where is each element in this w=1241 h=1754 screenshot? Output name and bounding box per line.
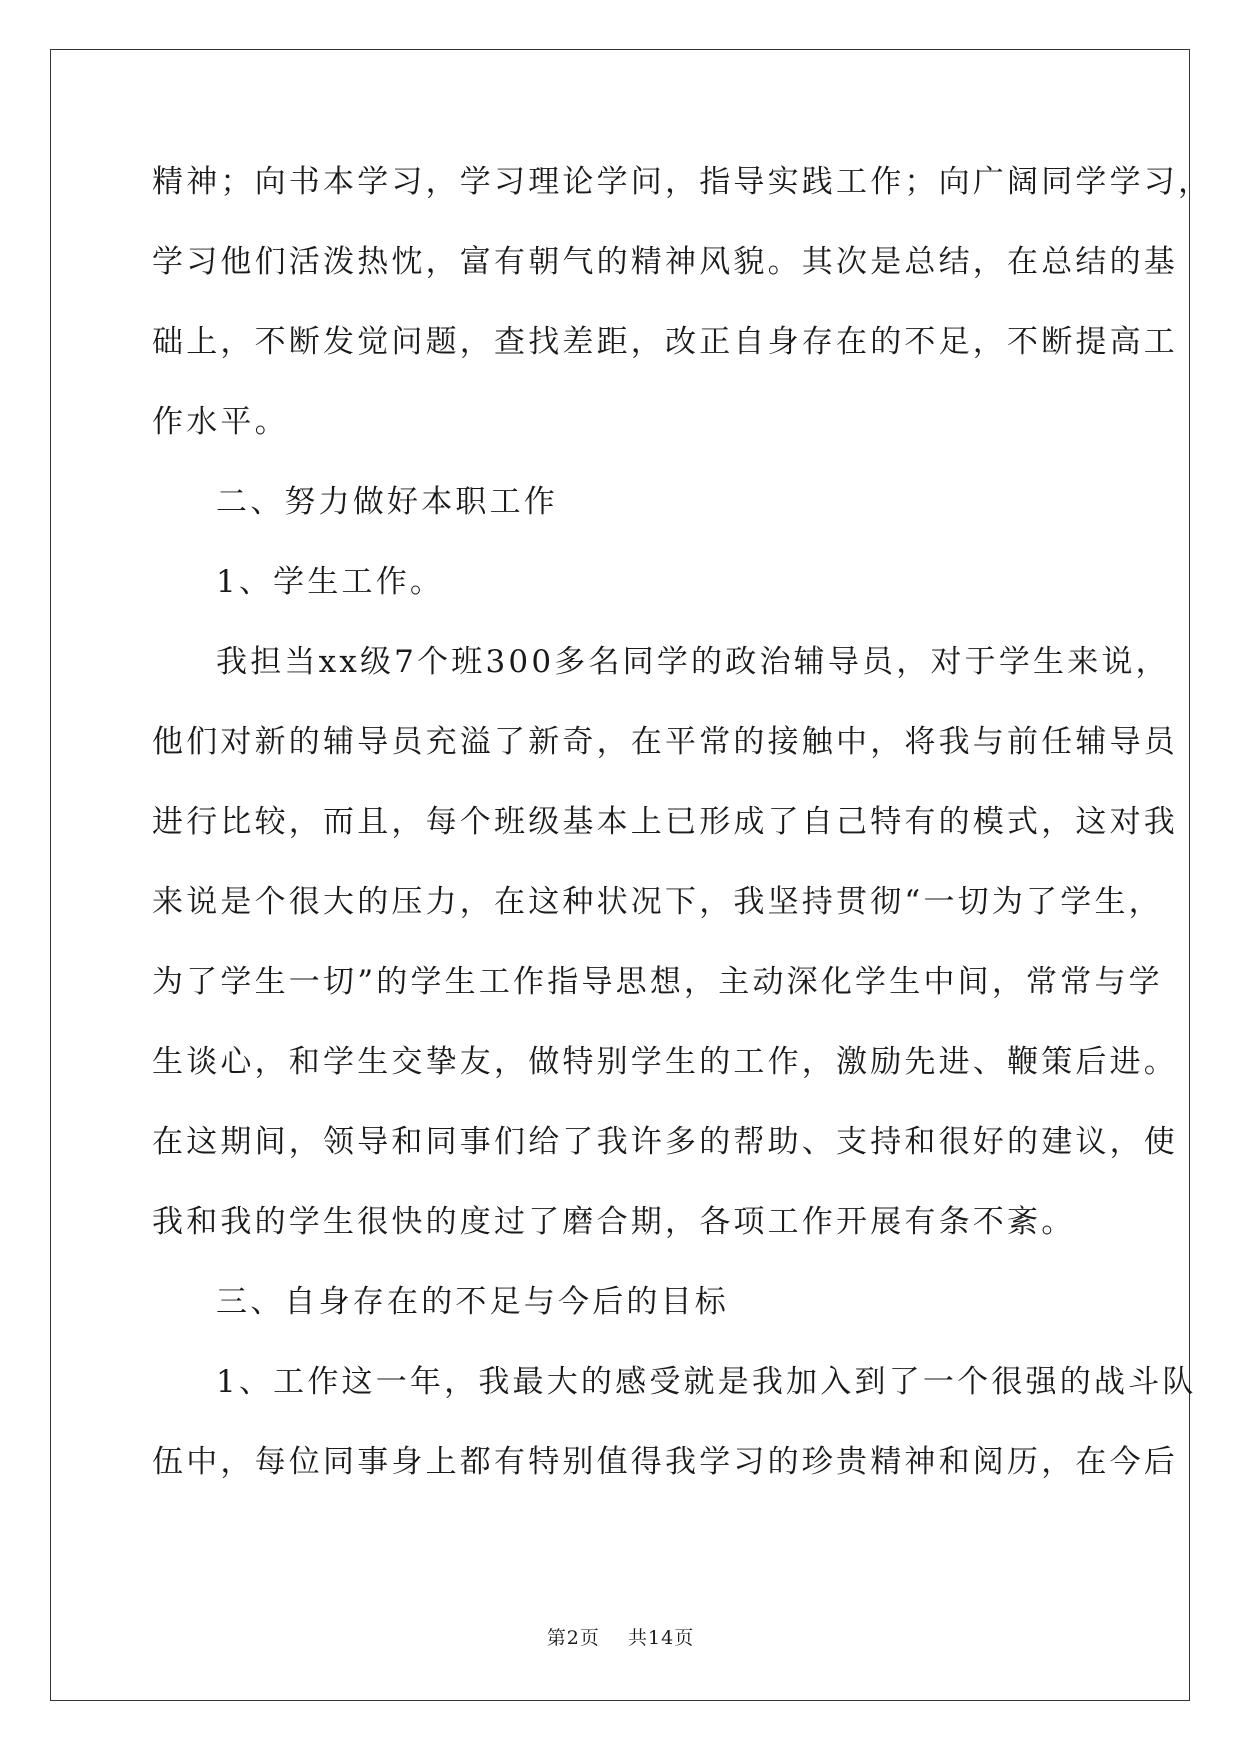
page-number: 第2页 共14页: [546, 1627, 695, 1649]
body-line: 学习他们活泼热忱，富有朝气的精神风貌。其次是总结，在总结的基: [152, 244, 1178, 280]
paragraph-start: 我担当xx级7个班300多名同学的政治辅导员，对于学生来说，: [216, 644, 1170, 680]
document-body: [152, 162, 1213, 1522]
body-line: 在这期间，领导和同事们给了我许多的帮助、支持和很好的建议，使: [152, 1124, 1178, 1160]
subsection-heading: 1、学生工作。: [216, 564, 445, 600]
body-line: 础上，不断发觉问题，查找差距，改正自身存在的不足，不断提高工: [152, 324, 1178, 360]
body-line: 我和我的学生很快的度过了磨合期，各项工作开展有条不紊。: [152, 1204, 1076, 1240]
body-line: 来说是个很大的压力，在这种状况下，我坚持贯彻“一切为了学生，: [152, 884, 1163, 920]
paragraph-start: 1、工作这一年，我最大的感受就是我加入到了一个很强的战斗队: [216, 1364, 1197, 1400]
body-line: 他们对新的辅导员充溢了新奇，在平常的接触中，将我与前任辅导员: [152, 724, 1178, 760]
section-heading-2: 二、努力做好本职工作: [216, 484, 558, 520]
body-line: 为了学生一切”的学生工作指导思想，主动深化学生中间，常常与学: [152, 964, 1163, 1000]
body-line: 作水平。: [152, 404, 289, 440]
body-line: 精神；向书本学习，学习理论学问，指导实践工作；向广阔同学学习，: [152, 164, 1213, 200]
body-line: 伍中，每位同事身上都有特别值得我学习的珍贵精神和阅历，在今后: [152, 1444, 1178, 1480]
body-line: 进行比较，而且，每个班级基本上已形成了自己特有的模式，这对我: [152, 804, 1178, 840]
section-heading-3: 三、自身存在的不足与今后的目标: [216, 1284, 729, 1320]
body-line: 生谈心，和学生交挚友，做特别学生的工作，激励先进、鞭策后进。: [152, 1044, 1178, 1080]
